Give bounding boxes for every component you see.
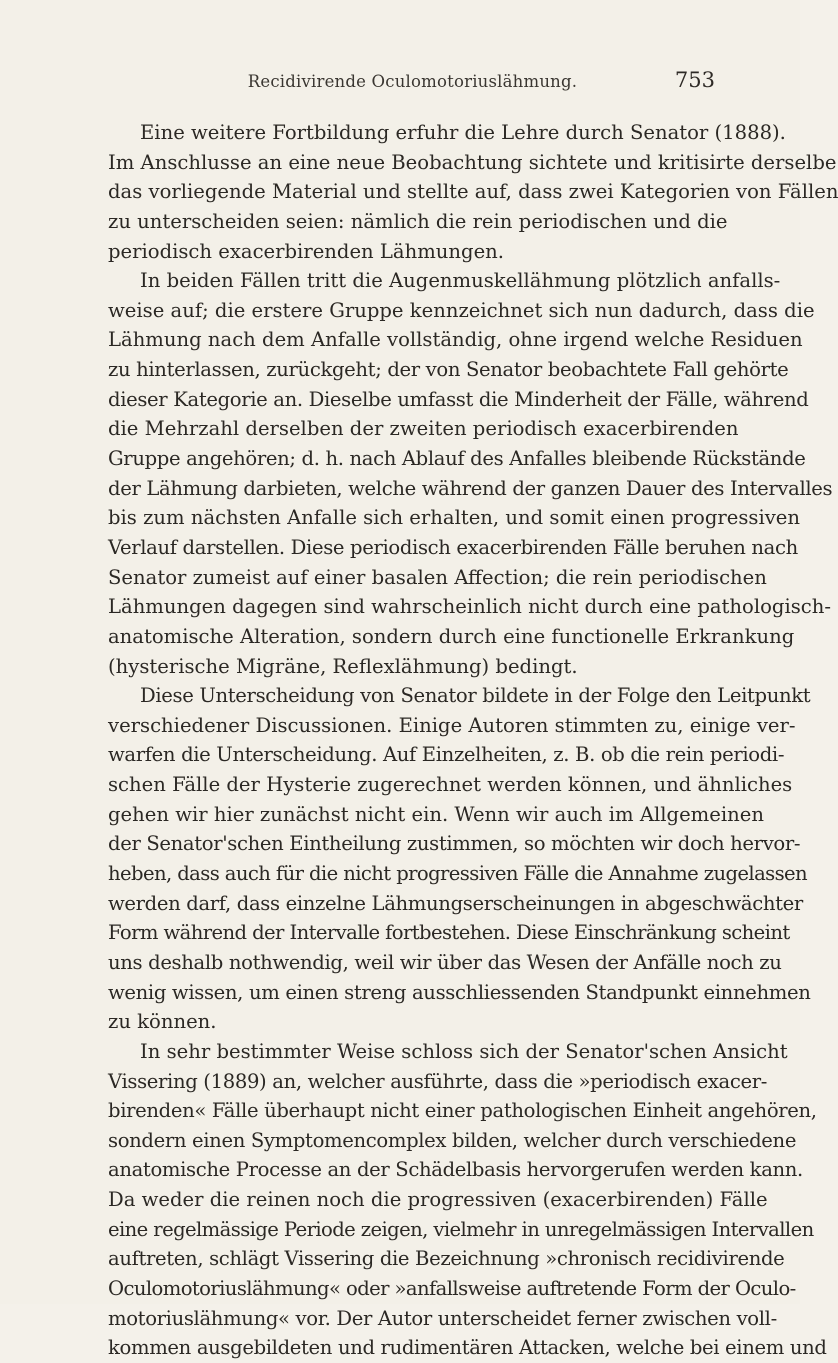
text-line: In beiden Fällen tritt die Augenmuskellähmung plötzlich anfalls- [140,269,781,293]
text-line: der Senator'schen Eintheilung zustimmen, so möchten wir doch hervor- [108,832,801,856]
text-line: Eine weitere Fortbildung erfuhr die Lehre durch Senator (1888). [140,121,786,144]
page-number: 753 [674,68,715,92]
text-line: Lähmung nach dem Anfalle vollständig, ohne irgend welche Residuen [108,328,803,352]
text-line: dieser Kategorie an. Dieselbe umfasst die Minderheit der Fälle, während [108,387,809,411]
running-title: Recidivirende Oculomotoriuslähmung. [247,72,578,91]
text-line: zu können. [108,1010,217,1034]
text-line: schen Fälle der Hysterie zugerechnet werden können, und ähnliches [108,773,793,797]
text-line: Im Anschlusse an eine neue Beobachtung sichtete und kritisirte derselbe [108,150,837,174]
text-line: Lähmungen dagegen sind wahrscheinlich nicht durch eine pathologisch- [108,595,831,619]
text-line: gehen wir hier zunächst nicht ein. Wenn wir auch im Allgemeinen [108,802,764,826]
text-line: Diese Unterscheidung von Senator bildete in der Folge den Leitpunkt [140,684,811,708]
text-line: das vorliegende Material und stellte auf, dass zwei Kategorien von Fällen [108,180,838,204]
text-line: bis zum nächsten Anfalle sich erhalten, und somit einen progressiven [108,506,800,530]
text-line: uns deshalb nothwendig, weil wir über das Wesen der Anfälle noch zu [108,950,782,974]
text-line: wenig wissen, um einen streng ausschliessenden Standpunkt einnehmen [108,980,811,1004]
text-line: zu hinterlassen, zurückgeht; der von Senator beobachtete Fall gehörte [108,358,789,382]
text-line: Vissering (1889) an, welcher ausführte, dass die »periodisch exacer- [108,1069,768,1093]
text-line: Gruppe angehören; d. h. nach Ablauf des Anfalles bleibende Rückstände [108,447,806,471]
text-line: anatomische Processe an der Schädelbasis hervorgerufen werden kann. [108,1158,803,1182]
body-text [108,118,838,1363]
text-line: periodisch exacerbirenden Lähmungen. [108,239,505,263]
text-line: sondern einen Symptomencomplex bilden, welcher durch verschiedene [108,1128,797,1152]
text-line: Oculomotoriuslähmung« oder »anfallsweise auftretende Form der Oculo- [108,1276,796,1300]
text-line: zu unterscheiden seien: nämlich die rein periodischen und die [108,209,728,233]
text-line: birenden« Fälle überhaupt nicht einer pathologischen Einheit angehören, [108,1099,817,1123]
text-line: auftreten, schlägt Vissering die Bezeichnung »chronisch recidivirende [108,1247,785,1271]
text-line: Senator zumeist auf einer basalen Affection; die rein periodischen [108,565,767,589]
running-head [110,68,715,102]
text-line: weise auf; die erstere Gruppe kennzeichnet sich nun dadurch, dass die [108,298,815,322]
text-line: warfen die Unterscheidung. Auf Einzelheiten, z. B. ob die rein periodi- [108,743,785,767]
text-line: verschiedener Discussionen. Einige Autoren stimmten zu, einige ver- [108,713,796,737]
text-line: Form während der Intervalle fortbestehen. Diese Einschränkung scheint [108,921,790,945]
text-line: der Lähmung darbieten, welche während der ganzen Dauer des Intervalles [108,476,833,500]
text-line: In sehr bestimmter Weise schloss sich der Senator'schen Ansicht [140,1039,788,1063]
text-line: heben, dass auch für die nicht progressiven Fälle die Annahme zugelassen [108,862,808,886]
text-line: kommen ausgebildeten und rudimentären Attacken, welche bei einem und [108,1336,827,1360]
text-line: motoriuslähmung« vor. Der Autor unterscheidet ferner zwischen voll- [108,1306,777,1330]
text-line: Verlauf darstellen. Diese periodisch exacerbirenden Fälle beruhen nach [108,535,798,559]
text-line: (hysterische Migräne, Reflexlähmung) bedingt. [108,654,578,678]
text-line: werden darf, dass einzelne Lähmungserscheinungen in abgeschwächter [108,891,803,915]
text-line: eine regelmässige Periode zeigen, vielmehr in unregelmässigen Intervallen [108,1217,814,1241]
text-line: Da weder die reinen noch die progressiven (exacerbirenden) Fälle [108,1188,768,1212]
text-line: die Mehrzahl derselben der zweiten periodisch exacerbirenden [108,417,739,441]
text-line: anatomische Alteration, sondern durch eine functionelle Erkrankung [108,624,795,648]
